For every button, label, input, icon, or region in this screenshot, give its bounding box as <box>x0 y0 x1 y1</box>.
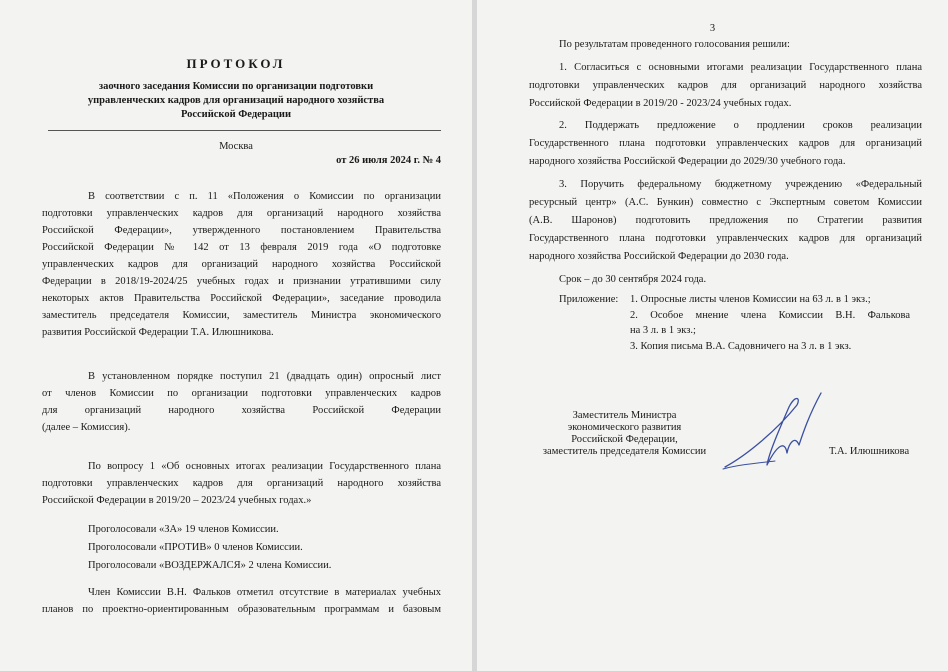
paragraph-line: планов по проектно-ориентированным образовательным программам и базовым <box>42 604 441 615</box>
vote-for: Проголосовали «ЗА» 19 членов Комиссии. <box>88 524 279 535</box>
subtitle-line: управленческих кадров для организаций народного хозяйства <box>87 95 385 106</box>
paragraph-line: Российской Федерации № 142 от 13 февраля 2019 года «О подготовке <box>42 242 441 253</box>
signer-position-line: Заместитель Министра <box>572 410 677 421</box>
protocol-title: ПРОТОКОЛ <box>186 56 286 71</box>
signature-icon <box>717 385 827 475</box>
decision-line: ресурсный центр» (А.С. Бункин) совместно с Экспертным советом Комиссии <box>529 197 922 208</box>
signer-name: Т.А. Илюшникова <box>829 446 910 457</box>
paragraph-line: управленческих кадров для организаций народного хозяйства Российской <box>42 259 441 270</box>
appendix-item: 2. Особое мнение члена Комиссии В.Н. Фалькова <box>630 310 910 321</box>
subtitle-line: Российской Федерации <box>180 109 292 120</box>
decision-intro: По результатам проведенного голосования решили: <box>559 39 790 50</box>
paragraph-line: По вопросу 1 «Об основных итогах реализации Государственного плана <box>88 461 441 472</box>
document-page-left <box>0 0 472 671</box>
appendix-item: 3. Копия письма В.А. Садовничего на 3 л. в 1 экз. <box>630 341 852 352</box>
page-number: 3 <box>709 23 716 34</box>
deadline: Срок – до 30 сентября 2024 года. <box>559 274 707 285</box>
paragraph-line: В соответствии с п. 11 «Положения о Комиссии по организации <box>88 191 441 202</box>
appendix-item: 1. Опросные листы членов Комиссии на 63 л. в 1 экз.; <box>630 294 871 305</box>
paragraph-line: В установленном порядке поступил 21 (двадцать один) опросный лист <box>88 371 441 382</box>
paragraph-line: Российской Федерации в 2019/20 – 2023/24 учебных годах.» <box>42 495 312 506</box>
paragraph-line: Член Комиссии В.Н. Фальков отметил отсутствие в материалах учебных <box>88 587 441 598</box>
document-page-right <box>477 0 948 671</box>
signer-position-line: экономического развития <box>567 422 682 433</box>
header-rule <box>48 130 441 131</box>
paragraph-line: от членов Комиссии по организации подготовки управленческих кадров <box>42 388 441 399</box>
decision-line: 2. Поддержать предложение о продлении сроков реализации <box>559 120 922 131</box>
decision-line: Государственного плана подготовки управленческих кадров для организаций <box>529 138 922 149</box>
decision-line: 3. Поручить федеральному бюджетному учреждению «Федеральный <box>559 179 922 190</box>
decision-line: народного хозяйства Российской Федерации до 2029/30 учебного года. <box>529 156 846 167</box>
decision-line: 1. Согласиться с основными итогами реализации Государственного плана <box>559 62 922 73</box>
city: Москва <box>219 141 253 152</box>
decision-line: подготовки управленческих кадров для организаций народного хозяйства <box>529 80 922 91</box>
paragraph-line: подготовки управленческих кадров для организаций народного хозяйства <box>42 478 441 489</box>
appendix-item: на 3 л. в 1 экз.; <box>630 325 696 336</box>
subtitle-line: заочного заседания Комиссии по организации подготовки <box>98 81 374 92</box>
decision-line: (А.В. Шаронов) подготовить предложения по Стратегии развития <box>529 215 922 226</box>
paragraph-line: Федерации в 2018/19-2024/25 учебных годах и признании утратившими силу <box>42 276 441 287</box>
signer-position-line: заместитель председателя Комиссии <box>542 446 707 457</box>
decision-line: Российской Федерации в 2019/20 - 2023/24 учебных годах. <box>529 98 792 109</box>
paragraph-line: (далее – Комиссия). <box>42 422 131 433</box>
paragraph-line: для организаций народного хозяйства Российской Федерации <box>42 405 441 416</box>
paragraph-line: некоторых актов Правительства Российской Федерации», заседание проводила <box>42 293 441 304</box>
protocol-date-number: от 26 июля 2024 г. № 4 <box>336 155 441 166</box>
paragraph-line: Российской Федерации», утвержденного постановлением Правительства <box>42 225 441 236</box>
paragraph-line: развития Российской Федерации Т.А. Илюшникова. <box>42 327 274 338</box>
vote-against: Проголосовали «ПРОТИВ» 0 членов Комиссии. <box>88 542 303 553</box>
paragraph-line: заместитель председателя Комиссии, заместитель Министра экономического <box>42 310 441 321</box>
vote-abstain: Проголосовали «ВОЗДЕРЖАЛСЯ» 2 члена Комиссии. <box>88 560 332 571</box>
appendix-label: Приложение: <box>559 294 619 305</box>
paragraph-line: подготовки управленческих кадров для организаций народного хозяйства <box>42 208 441 219</box>
signer-position-line: Российской Федерации, <box>571 434 678 445</box>
decision-line: народного хозяйства Российской Федерации до 2030 года. <box>529 251 789 262</box>
decision-line: Государственного плана подготовки управленческих кадров для организаций <box>529 233 922 244</box>
